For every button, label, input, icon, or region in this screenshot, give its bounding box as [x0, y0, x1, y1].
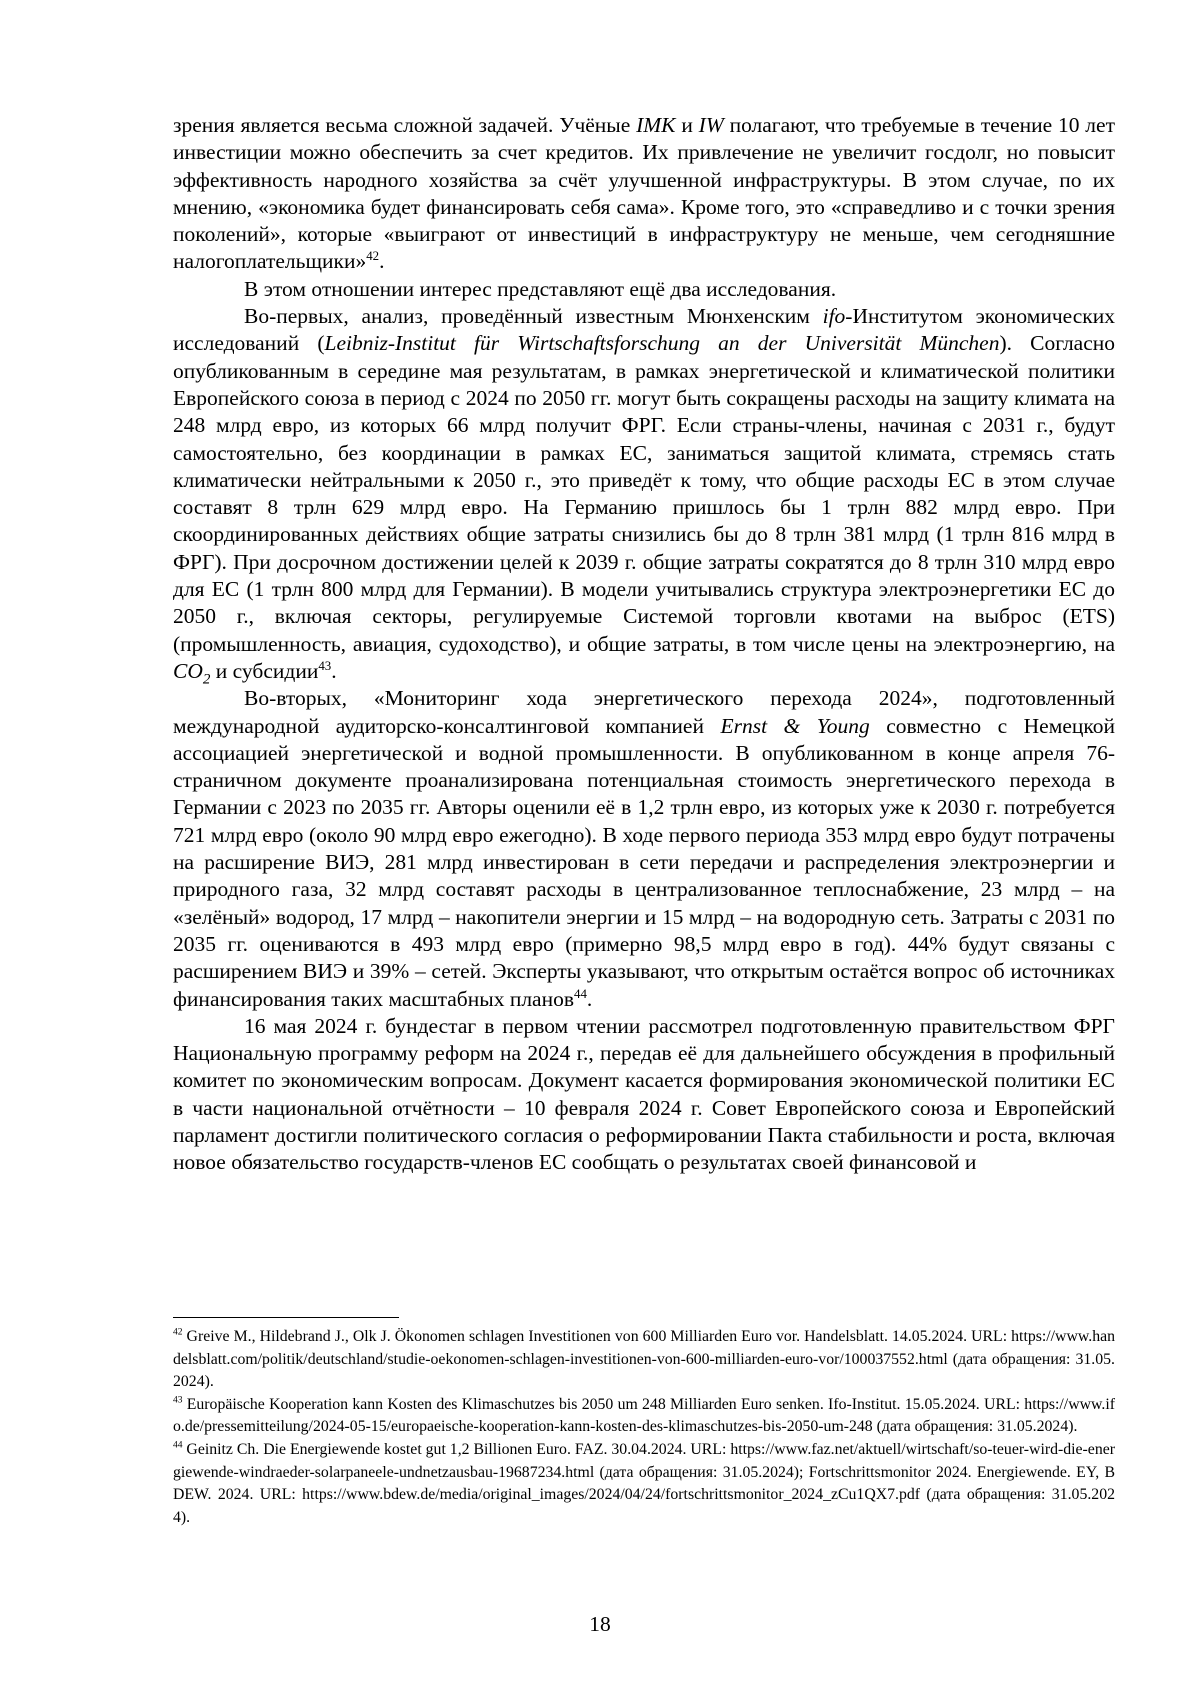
text-run: совместно с Немецкой ассоциацией энергетической и водной промышленности. В опубликованном в конце апреля 76-страничном документе проанализирована потенциальная стоимость энергетического перехода в Германии с 2023 по 2035 гг. Авторы оценили её в 1,2 трлн евро, из которых уже к 2030 г. потребуется 721 млрд евро (около 90 млрд евро ежегодно). В ходе первого периода 353 млрд евро будут потрачены на расширение ВИЭ, 281 млрд инвестирован в сети передачи и распределения электроэнергии и природного газа, 32 млрд составят расходы в централизованное теплоснабжение, 23 млрд – на «зелёный» водород, 17 млрд – накопители энергии и 15 млрд – на водородную сеть. Затраты с 2031 по 2035 гг. оцениваются в 493 млрд евро (примерно 98,5 млрд евро в год). 44% будут связаны с расширением ВИЭ и 39% – сетей. Эксперты указывают, что открытым остаётся вопрос об источниках финансирования таких масштабных планов	[173, 713, 1115, 1011]
paragraph-4	[173, 685, 1115, 1013]
paragraph-2: В этом отношении интерес представляют ещё два исследования.	[244, 276, 837, 301]
footnote-text: Greive M., Hildebrand J., Olk J. Ökonomen schlagen Investitionen von 600 Milliarden Euro vor. Handelsblatt. 14.05.2024. URL: https://www.handelsblatt.com/politik/deutschland/studie-oekonomen-schlagen-investitionen-von-600-milliarden-euro-vor/100037552.html (дата обращения: 31.05.2024).	[173, 1328, 1115, 1391]
text-run: и	[675, 113, 699, 137]
italic-term: IW	[698, 113, 724, 137]
footnote-44	[173, 1439, 1115, 1529]
text-run: .	[331, 658, 337, 683]
paragraph-1	[173, 112, 1115, 276]
page-number: 18	[589, 1612, 611, 1636]
text-run: полагают, что требуемые в течение 10 лет инвестиции можно обеспечить за счет кредитов. Их привлечение не увеличит госдолг, но повысит эффективность народного хозяйства за счёт улучшенной инфраструктуры. В этом случае, по их мнению, «экономика будет финансировать себя сама». Кроме того, это «справедливо и с точки зрения поколений», которые «выиграют от инвестиций в инфраструктуру не меньше, чем сегодняшние налогоплательщики»	[173, 113, 1115, 274]
subscript: 2	[202, 671, 211, 688]
footnote-divider	[173, 1317, 399, 1318]
italic-term: CO	[173, 658, 203, 683]
paragraph-5: 16 мая 2024 г. бундестаг в первом чтении рассмотрел подготовленную правительством ФРГ Национальную программу реформ на 2024 г., передав её для дальнейшего обсуждения в профильный комитет по экономическим вопросам. Документ касается формирования экономической политики ЕС в части национальной отчётности – 10 февраля 2024 г. Совет Европейского союза и Европейский парламент достигли политического согласия о реформировании Пакта стабильности и роста, включая новое обязательство государств-членов ЕС сообщать о результатах своей финансовой и	[173, 1013, 1115, 1175]
text-run: -Институтом экономических исследований (	[173, 304, 1115, 356]
paragraph-3	[173, 303, 1116, 688]
footnote-42	[173, 1326, 1115, 1394]
footnote-ref-42[interactable]: 42	[366, 249, 380, 264]
footnote-ref-43[interactable]: 43	[318, 658, 332, 673]
italic-term: ifo	[822, 304, 846, 329]
text-run: Во-первых, анализ, проведённый известным Мюнхенским	[244, 304, 823, 329]
footnote-ref-44[interactable]: 44	[574, 986, 587, 1001]
footnote-text: Europäische Kooperation kann Kosten des Klimaschutzes bis 2050 um 248 Milliarden Euro senken. Ifo-Institut. 15.05.2024. URL: https://www.ifo.de/pressemitteilung/2024-05-15/europaeische-kooperation-kann-kosten-des-klimaschutzes-bis-2050-um-248 (дата обращения: 31.05.2024).	[173, 1395, 1115, 1436]
italic-term: Leibniz-Institut für Wirtschaftsforschung an der Universität München	[324, 331, 1000, 356]
text-run: Во-вторых, «Мониторинг хода энергетического перехода 2024», подготовленный международной аудиторско-консалтинговой компанией	[173, 686, 1115, 738]
footnote-number: 43	[173, 1395, 183, 1406]
text-run: ). Согласно опубликованным в середине мая результатам, в рамках энергетической и климатической политики Европейского союза в период с 2024 по 2050 гг. могут быть сокращены расходы на защиту климата на 248 млрд евро, из которых 66 млрд получит ФРГ. Если страны-члены, начиная с 2031 г., будут самостоятельно, без координации в рамках ЕС, заниматься защитой климата, стремясь стать климатически нейтральными к 2050 г., это приведёт к тому, что общие расходы ЕС в этом случае составят 8 трлн 629 млрд евро. На Германию пришлось бы 1 трлн 882 млрд евро. При скоординированных действиях общие затраты снизились бы до 8 трлн 381 млрд (1 трлн 816 млрд в ФРГ). При досрочном достижении целей к 2039 г. общие затраты сократятся до 8 трлн 310 млрд евро для ЕС (1 трлн 800 млрд для Германии). В модели учитывались структура электроэнергетики ЕС до 2050 г., включая секторы, регулируемые Системой торговли квотами на выброс (ETS) (промышленность, авиация, судоходство), и общие затраты, в том числе цены на электроэнергию, на	[173, 331, 1116, 656]
body-text	[173, 112, 1115, 1177]
footnote-text: Geinitz Ch. Die Energiewende kostet gut 1,2 Billionen Euro. FAZ. 30.04.2024. URL: https://www.faz.net/aktuell/wirtschaft/so-teuer-wird-die-energiewende-windraeder-solarpaneele-undnetzausbau-19687234.html (дата обращения: 31.05.2024); Fortschrittsmonitor 2024. Energiewende. EY, BDEW. 2024. URL: https://www.bdew.de/media/original_images/2024/04/24/fortschrittsmonitor_2024_zCu1QX7.pdf (дата обращения: 31.05.2024).	[173, 1440, 1115, 1526]
footnotes	[173, 1326, 1115, 1529]
text-run: зрения является весьма сложной задачей. Учёные	[173, 113, 637, 137]
text-run: .	[586, 986, 593, 1011]
italic-term: IMK	[636, 113, 676, 137]
text-run: и субсидии	[210, 658, 319, 683]
text-run: .	[379, 249, 385, 274]
page-content	[173, 112, 1115, 1177]
footnote-number: 42	[173, 1327, 183, 1338]
italic-term: Ernst & Young	[720, 713, 870, 738]
footnote-number: 44	[173, 1440, 183, 1451]
footnote-43	[173, 1394, 1115, 1439]
